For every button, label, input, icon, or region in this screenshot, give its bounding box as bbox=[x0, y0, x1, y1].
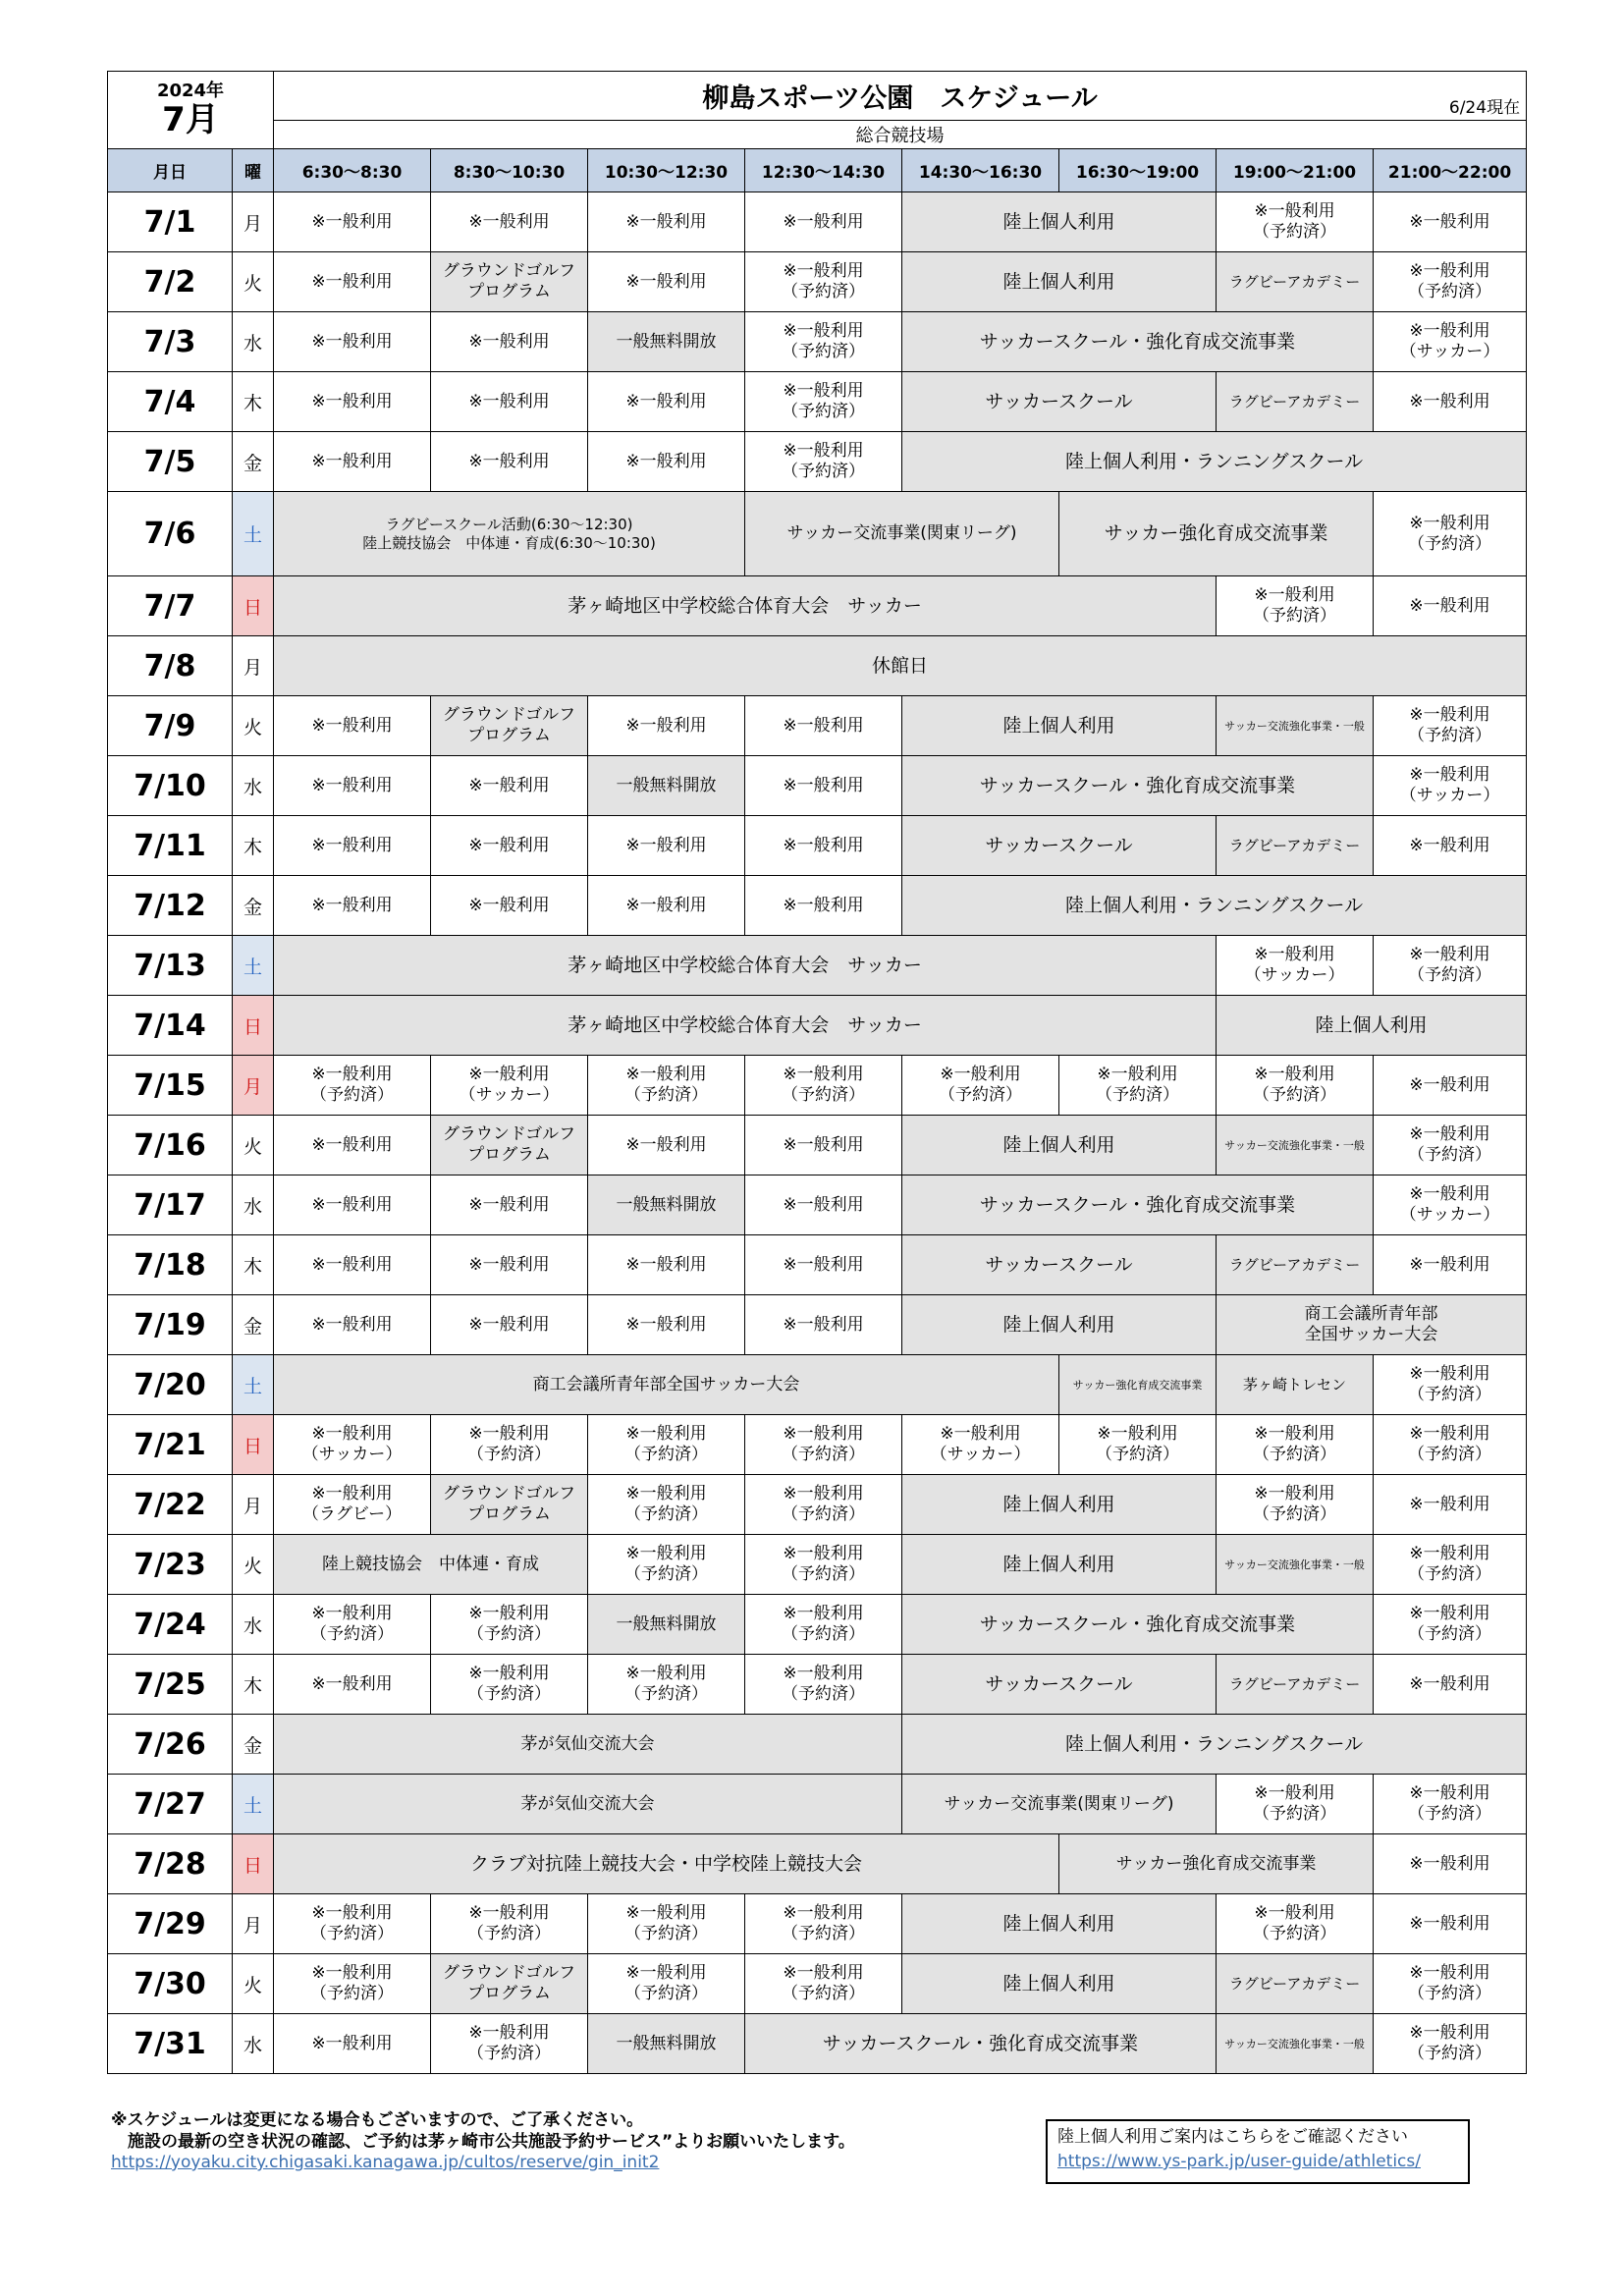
slot-cell: 茅ヶ崎トレセン bbox=[1217, 1355, 1374, 1415]
slot-cell: ※一般利用 bbox=[431, 816, 588, 876]
slot-cell: ※一般利用 bbox=[1374, 1834, 1527, 1894]
weekday-cell: 月 bbox=[233, 192, 274, 252]
weekday-cell: 土 bbox=[233, 936, 274, 996]
slot-cell: ※一般利用 bbox=[588, 696, 745, 756]
slot-cell: ※一般利用 （予約済） bbox=[1217, 1894, 1374, 1954]
slot-cell: サッカースクール・強化育成交流事業 bbox=[745, 2014, 1217, 2074]
weekday-cell: 火 bbox=[233, 1535, 274, 1595]
slot-cell: ※一般利用 bbox=[745, 756, 902, 816]
weekday-cell: 月 bbox=[233, 1475, 274, 1535]
weekday-cell: 水 bbox=[233, 1175, 274, 1235]
slot-cell: ※一般利用 （予約済） bbox=[1217, 1475, 1374, 1535]
slot-cell: ※一般利用 （サッカー） bbox=[1374, 312, 1527, 372]
date-cell: 7/6 bbox=[108, 492, 233, 576]
date-column-header: 月日 bbox=[108, 149, 233, 192]
slot-cell: グラウンドゴルフ プログラム bbox=[431, 1954, 588, 2014]
slot-cell: ※一般利用 bbox=[274, 252, 431, 312]
date-cell: 7/26 bbox=[108, 1715, 233, 1775]
slot-cell: ※一般利用 bbox=[1374, 372, 1527, 432]
slot-cell: ※一般利用 （予約済） bbox=[431, 2014, 588, 2074]
slot-cell: ※一般利用 bbox=[274, 816, 431, 876]
slot-cell: ラグビーアカデミー bbox=[1217, 1954, 1374, 2014]
schedule-row bbox=[108, 1475, 1527, 1535]
schedule-row bbox=[108, 1235, 1527, 1295]
weekday-cell: 水 bbox=[233, 2014, 274, 2074]
slot-cell: グラウンドゴルフ プログラム bbox=[431, 1475, 588, 1535]
slot-cell: サッカースクール bbox=[902, 1235, 1217, 1295]
slot-cell: ※一般利用 bbox=[431, 372, 588, 432]
weekday-cell: 土 bbox=[233, 492, 274, 576]
weekday-cell: 木 bbox=[233, 1235, 274, 1295]
weekday-cell: 木 bbox=[233, 816, 274, 876]
weekday-cell: 火 bbox=[233, 252, 274, 312]
slot-cell: 一般無料開放 bbox=[588, 312, 745, 372]
schedule-row bbox=[108, 576, 1527, 636]
slot-cell: 陸上個人利用・ランニングスクール bbox=[902, 1715, 1527, 1775]
slot-cell: ※一般利用 bbox=[1374, 816, 1527, 876]
schedule-row bbox=[108, 1894, 1527, 1954]
slot-cell: ラグビーアカデミー bbox=[1217, 1655, 1374, 1715]
slot-cell: サッカースクール・強化育成交流事業 bbox=[902, 1595, 1374, 1655]
slot-cell: ※一般利用 bbox=[274, 312, 431, 372]
slot-cell: ※一般利用 bbox=[588, 876, 745, 936]
slot-cell: ※一般利用 （予約済） bbox=[745, 1894, 902, 1954]
slot-cell: サッカー交流強化事業・一般 bbox=[1217, 696, 1374, 756]
slot-header: 8:30〜10:30 bbox=[431, 149, 588, 192]
slot-cell: ※一般利用 （サッカー） bbox=[902, 1415, 1059, 1475]
weekday-cell: 日 bbox=[233, 996, 274, 1056]
schedule-row bbox=[108, 936, 1527, 996]
schedule-row bbox=[108, 1954, 1527, 2014]
slot-cell: ※一般利用 （予約済） bbox=[1217, 192, 1374, 252]
slot-cell: ※一般利用 （予約済） bbox=[1374, 1954, 1527, 2014]
slot-cell: ※一般利用 （予約済） bbox=[745, 1954, 902, 2014]
slot-cell: ※一般利用 （予約済） bbox=[1374, 1116, 1527, 1175]
slot-cell: ※一般利用 bbox=[745, 876, 902, 936]
slot-cell: 一般無料開放 bbox=[588, 756, 745, 816]
year-label: 2024年 bbox=[156, 81, 225, 101]
slot-cell: ※一般利用 bbox=[274, 696, 431, 756]
slot-cell: サッカースクール・強化育成交流事業 bbox=[902, 1175, 1374, 1235]
slot-cell: ※一般利用 bbox=[274, 1235, 431, 1295]
slot-cell: ※一般利用 （サッカー） bbox=[431, 1056, 588, 1116]
slot-cell: ※一般利用 （予約済） bbox=[902, 1056, 1059, 1116]
date-cell: 7/18 bbox=[108, 1235, 233, 1295]
weekday-cell: 日 bbox=[233, 1415, 274, 1475]
slot-cell: ※一般利用 （予約済） bbox=[1059, 1415, 1217, 1475]
slot-cell: ※一般利用 bbox=[274, 192, 431, 252]
slot-cell: 茅ヶ崎地区中学校総合体育大会 サッカー bbox=[274, 936, 1217, 996]
schedule-row bbox=[108, 1715, 1527, 1775]
date-cell: 7/9 bbox=[108, 696, 233, 756]
slot-cell: ※一般利用 （予約済） bbox=[745, 312, 902, 372]
schedule-row bbox=[108, 696, 1527, 756]
slot-cell: ※一般利用 bbox=[431, 192, 588, 252]
slot-cell: ※一般利用 （予約済） bbox=[1374, 1415, 1527, 1475]
schedule-row bbox=[108, 636, 1527, 696]
weekday-cell: 木 bbox=[233, 1655, 274, 1715]
as-of-date: 6/24現在 bbox=[1448, 98, 1521, 118]
slot-header: 10:30〜12:30 bbox=[588, 149, 745, 192]
date-cell: 7/15 bbox=[108, 1056, 233, 1116]
slot-cell: 陸上個人利用 bbox=[902, 1894, 1217, 1954]
weekday-cell: 火 bbox=[233, 1116, 274, 1175]
slot-cell: 一般無料開放 bbox=[588, 1175, 745, 1235]
slot-cell: サッカースクール bbox=[902, 816, 1217, 876]
slot-cell: ※一般利用 （予約済） bbox=[1217, 1056, 1374, 1116]
slot-cell: 陸上個人利用 bbox=[902, 1535, 1217, 1595]
date-cell: 7/31 bbox=[108, 2014, 233, 2074]
schedule-row bbox=[108, 1415, 1527, 1475]
slot-cell: ※一般利用 （予約済） bbox=[588, 1056, 745, 1116]
weekday-cell: 月 bbox=[233, 1056, 274, 1116]
dow-column-header: 曜 bbox=[233, 149, 274, 192]
weekday-cell: 月 bbox=[233, 1894, 274, 1954]
slot-cell: 商工会議所青年部 全国サッカー大会 bbox=[1217, 1295, 1527, 1355]
slot-cell: ※一般利用 （予約済） bbox=[745, 1655, 902, 1715]
slot-cell: サッカー強化育成交流事業 bbox=[1059, 1834, 1374, 1894]
date-cell: 7/24 bbox=[108, 1595, 233, 1655]
slot-cell: サッカー交流強化事業・一般 bbox=[1217, 2014, 1374, 2074]
date-cell: 7/22 bbox=[108, 1475, 233, 1535]
slot-cell: 茅ヶ崎地区中学校総合体育大会 サッカー bbox=[274, 996, 1217, 1056]
slot-cell: ※一般利用 bbox=[588, 1295, 745, 1355]
weekday-cell: 土 bbox=[233, 1355, 274, 1415]
athletics-guide-link[interactable]: https://www.ys-park.jp/user-guide/athletics/ bbox=[1057, 2152, 1421, 2171]
slot-cell: ※一般利用 （予約済） bbox=[1217, 1415, 1374, 1475]
slot-cell: 陸上個人利用 bbox=[902, 1116, 1217, 1175]
slot-cell: ※一般利用 bbox=[274, 1655, 431, 1715]
venue-label: 総合競技場 bbox=[274, 121, 1527, 149]
date-cell: 7/10 bbox=[108, 756, 233, 816]
slot-cell: ※一般利用 （予約済） bbox=[1374, 696, 1527, 756]
slot-cell: ※一般利用 （予約済） bbox=[745, 372, 902, 432]
slot-cell: ※一般利用 （予約済） bbox=[745, 1056, 902, 1116]
slot-cell: ※一般利用 bbox=[588, 1116, 745, 1175]
slot-cell: ※一般利用 （予約済） bbox=[588, 1954, 745, 2014]
slot-cell: 商工会議所青年部全国サッカー大会 bbox=[274, 1355, 1059, 1415]
slot-cell: ※一般利用 bbox=[588, 1235, 745, 1295]
slot-header: 21:00〜22:00 bbox=[1374, 149, 1527, 192]
slot-cell: ※一般利用 bbox=[431, 432, 588, 492]
slot-cell: ※一般利用 （予約済） bbox=[745, 1415, 902, 1475]
slot-cell: ※一般利用 bbox=[274, 1295, 431, 1355]
slot-cell: 陸上個人利用 bbox=[902, 1475, 1217, 1535]
slot-cell: ※一般利用 bbox=[745, 192, 902, 252]
slot-cell: ラグビーアカデミー bbox=[1217, 1235, 1374, 1295]
slot-cell: サッカー強化育成交流事業 bbox=[1059, 492, 1374, 576]
slot-cell: ※一般利用 （予約済） bbox=[274, 1056, 431, 1116]
weekday-cell: 金 bbox=[233, 876, 274, 936]
schedule-row bbox=[108, 432, 1527, 492]
schedule-row bbox=[108, 1655, 1527, 1715]
schedule-row bbox=[108, 1535, 1527, 1595]
slot-cell: ※一般利用 （サッカー） bbox=[1374, 1175, 1527, 1235]
slot-cell: ※一般利用 bbox=[745, 816, 902, 876]
slot-cell: 陸上個人利用 bbox=[902, 192, 1217, 252]
weekday-cell: 火 bbox=[233, 696, 274, 756]
date-cell: 7/7 bbox=[108, 576, 233, 636]
slot-cell: ※一般利用 （予約済） bbox=[745, 1595, 902, 1655]
schedule-row bbox=[108, 1775, 1527, 1834]
slot-cell: 茅が気仙交流大会 bbox=[274, 1775, 902, 1834]
schedule-row bbox=[108, 252, 1527, 312]
schedule-row bbox=[108, 2014, 1527, 2074]
slot-cell: ※一般利用 bbox=[1374, 1235, 1527, 1295]
slot-cell: ※一般利用 bbox=[588, 252, 745, 312]
schedule-row bbox=[108, 192, 1527, 252]
slot-cell: ※一般利用 （予約済） bbox=[588, 1535, 745, 1595]
schedule-table bbox=[107, 71, 1527, 2074]
slot-cell: ラグビースクール活動(6:30〜12:30) 陸上競技協会 中体連・育成(6:30〜10:30) bbox=[274, 492, 745, 576]
slot-cell: ラグビーアカデミー bbox=[1217, 816, 1374, 876]
slot-cell: サッカースクール bbox=[902, 1655, 1217, 1715]
slot-cell: ※一般利用 bbox=[745, 1116, 902, 1175]
slot-cell: 陸上個人利用 bbox=[902, 1954, 1217, 2014]
slot-cell: サッカー交流強化事業・一般 bbox=[1217, 1116, 1374, 1175]
date-cell: 7/12 bbox=[108, 876, 233, 936]
weekday-cell: 火 bbox=[233, 1954, 274, 2014]
slot-cell: ※一般利用 bbox=[431, 756, 588, 816]
slot-cell: ※一般利用 （予約済） bbox=[588, 1655, 745, 1715]
slot-cell: ※一般利用 bbox=[274, 876, 431, 936]
month-cell bbox=[108, 72, 274, 149]
slot-cell: ※一般利用 bbox=[431, 1235, 588, 1295]
slot-cell: サッカー交流強化事業・一般 bbox=[1217, 1535, 1374, 1595]
weekday-cell: 木 bbox=[233, 372, 274, 432]
date-cell: 7/5 bbox=[108, 432, 233, 492]
slot-cell: ※一般利用 bbox=[1374, 1655, 1527, 1715]
slot-cell: ※一般利用 （予約済） bbox=[745, 1535, 902, 1595]
slot-header: 16:30〜19:00 bbox=[1059, 149, 1217, 192]
schedule-row bbox=[108, 876, 1527, 936]
weekday-cell: 水 bbox=[233, 1595, 274, 1655]
slot-cell: ※一般利用 bbox=[274, 432, 431, 492]
date-cell: 7/2 bbox=[108, 252, 233, 312]
slot-cell: ※一般利用 （予約済） bbox=[588, 1894, 745, 1954]
slot-cell: サッカースクール bbox=[902, 372, 1217, 432]
slot-cell: ※一般利用 （予約済） bbox=[1374, 2014, 1527, 2074]
slot-cell: ※一般利用 bbox=[431, 876, 588, 936]
date-cell: 7/1 bbox=[108, 192, 233, 252]
schedule-row bbox=[108, 1834, 1527, 1894]
slot-cell: 陸上個人利用 bbox=[902, 252, 1217, 312]
date-cell: 7/25 bbox=[108, 1655, 233, 1715]
schedule-change-note: ※スケジュールは変更になる場合もございますので、ご了承ください。 bbox=[111, 2110, 644, 2130]
date-cell: 7/14 bbox=[108, 996, 233, 1056]
slot-cell: サッカースクール・強化育成交流事業 bbox=[902, 312, 1374, 372]
slot-cell: ※一般利用 （予約済） bbox=[1217, 576, 1374, 636]
schedule-row bbox=[108, 756, 1527, 816]
weekday-cell: 水 bbox=[233, 756, 274, 816]
slot-cell: 陸上個人利用・ランニングスクール bbox=[902, 432, 1527, 492]
slot-cell: 陸上競技協会 中体連・育成 bbox=[274, 1535, 588, 1595]
weekday-cell: 水 bbox=[233, 312, 274, 372]
page-title: 柳島スポーツ公園 スケジュール bbox=[702, 83, 1098, 114]
slot-cell: ※一般利用 （予約済） bbox=[431, 1655, 588, 1715]
page-title-cell bbox=[274, 72, 1527, 121]
slot-cell: ※一般利用 （予約済） bbox=[431, 1894, 588, 1954]
slot-cell: ※一般利用 bbox=[431, 1175, 588, 1235]
date-cell: 7/3 bbox=[108, 312, 233, 372]
weekday-cell: 金 bbox=[233, 1715, 274, 1775]
slot-cell: ※一般利用 bbox=[274, 756, 431, 816]
slot-cell: ※一般利用 （予約済） bbox=[588, 1475, 745, 1535]
date-cell: 7/23 bbox=[108, 1535, 233, 1595]
slot-cell: ラグビーアカデミー bbox=[1217, 252, 1374, 312]
date-cell: 7/11 bbox=[108, 816, 233, 876]
slot-cell: ※一般利用 bbox=[1374, 1894, 1527, 1954]
slot-cell: 陸上個人利用 bbox=[902, 1295, 1217, 1355]
footer-notes bbox=[111, 2109, 855, 2153]
slot-cell: 一般無料開放 bbox=[588, 2014, 745, 2074]
slot-cell: ※一般利用 （予約済） bbox=[274, 1894, 431, 1954]
slot-header: 6:30〜8:30 bbox=[274, 149, 431, 192]
slot-cell: サッカー交流事業(関東リーグ) bbox=[745, 492, 1059, 576]
schedule-row bbox=[108, 492, 1527, 576]
slot-cell: ※一般利用 bbox=[274, 1175, 431, 1235]
column-header-row bbox=[108, 149, 1527, 192]
date-cell: 7/4 bbox=[108, 372, 233, 432]
weekday-cell: 日 bbox=[233, 1834, 274, 1894]
slot-cell: 陸上個人利用 bbox=[902, 696, 1217, 756]
slot-cell: ラグビーアカデミー bbox=[1217, 372, 1374, 432]
slot-cell: ※一般利用 bbox=[1374, 192, 1527, 252]
schedule-row bbox=[108, 1116, 1527, 1175]
slot-header: 12:30〜14:30 bbox=[745, 149, 902, 192]
date-cell: 7/28 bbox=[108, 1834, 233, 1894]
slot-cell: 茅ヶ崎地区中学校総合体育大会 サッカー bbox=[274, 576, 1217, 636]
schedule-row bbox=[108, 1056, 1527, 1116]
schedule-row bbox=[108, 312, 1527, 372]
schedule-row bbox=[108, 1175, 1527, 1235]
slot-cell: グラウンドゴルフ プログラム bbox=[431, 1116, 588, 1175]
weekday-cell: 金 bbox=[233, 432, 274, 492]
slot-cell: ※一般利用 bbox=[431, 1295, 588, 1355]
date-cell: 7/21 bbox=[108, 1415, 233, 1475]
slot-cell: ※一般利用 （予約済） bbox=[745, 432, 902, 492]
date-cell: 7/29 bbox=[108, 1894, 233, 1954]
slot-cell: ※一般利用 （サッカー） bbox=[1374, 756, 1527, 816]
date-cell: 7/17 bbox=[108, 1175, 233, 1235]
slot-cell: ※一般利用 （予約済） bbox=[1217, 1775, 1374, 1834]
athletics-info-box bbox=[1046, 2119, 1470, 2184]
slot-cell: ※一般利用 bbox=[274, 1116, 431, 1175]
slot-cell: ※一般利用 （予約済） bbox=[1374, 1355, 1527, 1415]
slot-cell: ※一般利用 （サッカー） bbox=[1217, 936, 1374, 996]
slot-cell: 陸上個人利用・ランニングスクール bbox=[902, 876, 1527, 936]
slot-header: 19:00〜21:00 bbox=[1217, 149, 1374, 192]
slot-cell: ※一般利用 bbox=[1374, 576, 1527, 636]
date-cell: 7/13 bbox=[108, 936, 233, 996]
slot-header: 14:30〜16:30 bbox=[902, 149, 1059, 192]
slot-cell: ※一般利用 bbox=[588, 192, 745, 252]
slot-cell: サッカー強化育成交流事業 bbox=[1059, 1355, 1217, 1415]
date-cell: 7/19 bbox=[108, 1295, 233, 1355]
weekday-cell: 土 bbox=[233, 1775, 274, 1834]
slot-cell: ※一般利用 bbox=[431, 312, 588, 372]
athletics-info-text: 陸上個人利用ご案内はこちらをご確認ください bbox=[1057, 2127, 1408, 2147]
slot-cell: ※一般利用 （予約済） bbox=[1374, 252, 1527, 312]
slot-cell: ※一般利用 （予約済） bbox=[1059, 1056, 1217, 1116]
schedule-row bbox=[108, 1355, 1527, 1415]
weekday-cell: 日 bbox=[233, 576, 274, 636]
slot-cell: ※一般利用 bbox=[274, 372, 431, 432]
date-cell: 7/27 bbox=[108, 1775, 233, 1834]
slot-cell: ※一般利用 bbox=[745, 1235, 902, 1295]
slot-cell: ※一般利用 （ラグビー） bbox=[274, 1475, 431, 1535]
slot-cell: ※一般利用 （予約済） bbox=[1374, 1595, 1527, 1655]
date-cell: 7/30 bbox=[108, 1954, 233, 2014]
slot-cell: 陸上個人利用 bbox=[1217, 996, 1527, 1056]
weekday-cell: 金 bbox=[233, 1295, 274, 1355]
slot-cell: ※一般利用 （予約済） bbox=[1374, 936, 1527, 996]
slot-cell: グラウンドゴルフ プログラム bbox=[431, 252, 588, 312]
slot-cell: ※一般利用 bbox=[274, 2014, 431, 2074]
slot-cell: サッカー交流事業(関東リーグ) bbox=[902, 1775, 1217, 1834]
slot-cell: ※一般利用 （予約済） bbox=[431, 1415, 588, 1475]
slot-cell: ※一般利用 （予約済） bbox=[1374, 1775, 1527, 1834]
slot-cell: ※一般利用 （サッカー） bbox=[274, 1415, 431, 1475]
slot-cell: ※一般利用 （予約済） bbox=[745, 252, 902, 312]
slot-cell: ※一般利用 bbox=[745, 696, 902, 756]
reservation-link[interactable]: https://yoyaku.city.chigasaki.kanagawa.jp/cultos/reserve/gin_init2 bbox=[111, 2153, 660, 2172]
slot-cell: ※一般利用 bbox=[588, 816, 745, 876]
reservation-note: 施設の最新の空き状況の確認、ご予約は茅ヶ崎市公共施設予約サービス”よりお願いいたします。 bbox=[111, 2132, 855, 2152]
slot-cell: クラブ対抗陸上競技大会・中学校陸上競技大会 bbox=[274, 1834, 1059, 1894]
slot-cell: ※一般利用 bbox=[588, 432, 745, 492]
month-label: 7月 bbox=[162, 100, 219, 139]
slot-cell: ※一般利用 （予約済） bbox=[745, 1475, 902, 1535]
slot-cell: ※一般利用 （予約済） bbox=[1374, 492, 1527, 576]
weekday-cell: 月 bbox=[233, 636, 274, 696]
slot-cell: ※一般利用 （予約済） bbox=[1374, 1535, 1527, 1595]
slot-cell: ※一般利用 bbox=[1374, 1475, 1527, 1535]
slot-cell: ※一般利用 bbox=[1374, 1056, 1527, 1116]
date-cell: 7/16 bbox=[108, 1116, 233, 1175]
schedule-row bbox=[108, 1295, 1527, 1355]
slot-cell: ※一般利用 bbox=[745, 1295, 902, 1355]
schedule-row bbox=[108, 996, 1527, 1056]
date-cell: 7/20 bbox=[108, 1355, 233, 1415]
slot-cell: グラウンドゴルフ プログラム bbox=[431, 696, 588, 756]
slot-cell: 休館日 bbox=[274, 636, 1527, 696]
schedule-row bbox=[108, 816, 1527, 876]
schedule-row bbox=[108, 372, 1527, 432]
date-cell: 7/8 bbox=[108, 636, 233, 696]
slot-cell: 一般無料開放 bbox=[588, 1595, 745, 1655]
schedule-row bbox=[108, 1595, 1527, 1655]
slot-cell: ※一般利用 （予約済） bbox=[431, 1595, 588, 1655]
slot-cell: ※一般利用 （予約済） bbox=[588, 1415, 745, 1475]
slot-cell: 茅が気仙交流大会 bbox=[274, 1715, 902, 1775]
slot-cell: ※一般利用 bbox=[588, 372, 745, 432]
slot-cell: サッカースクール・強化育成交流事業 bbox=[902, 756, 1374, 816]
slot-cell: ※一般利用 bbox=[745, 1175, 902, 1235]
slot-cell: ※一般利用 （予約済） bbox=[274, 1595, 431, 1655]
slot-cell: ※一般利用 （予約済） bbox=[274, 1954, 431, 2014]
